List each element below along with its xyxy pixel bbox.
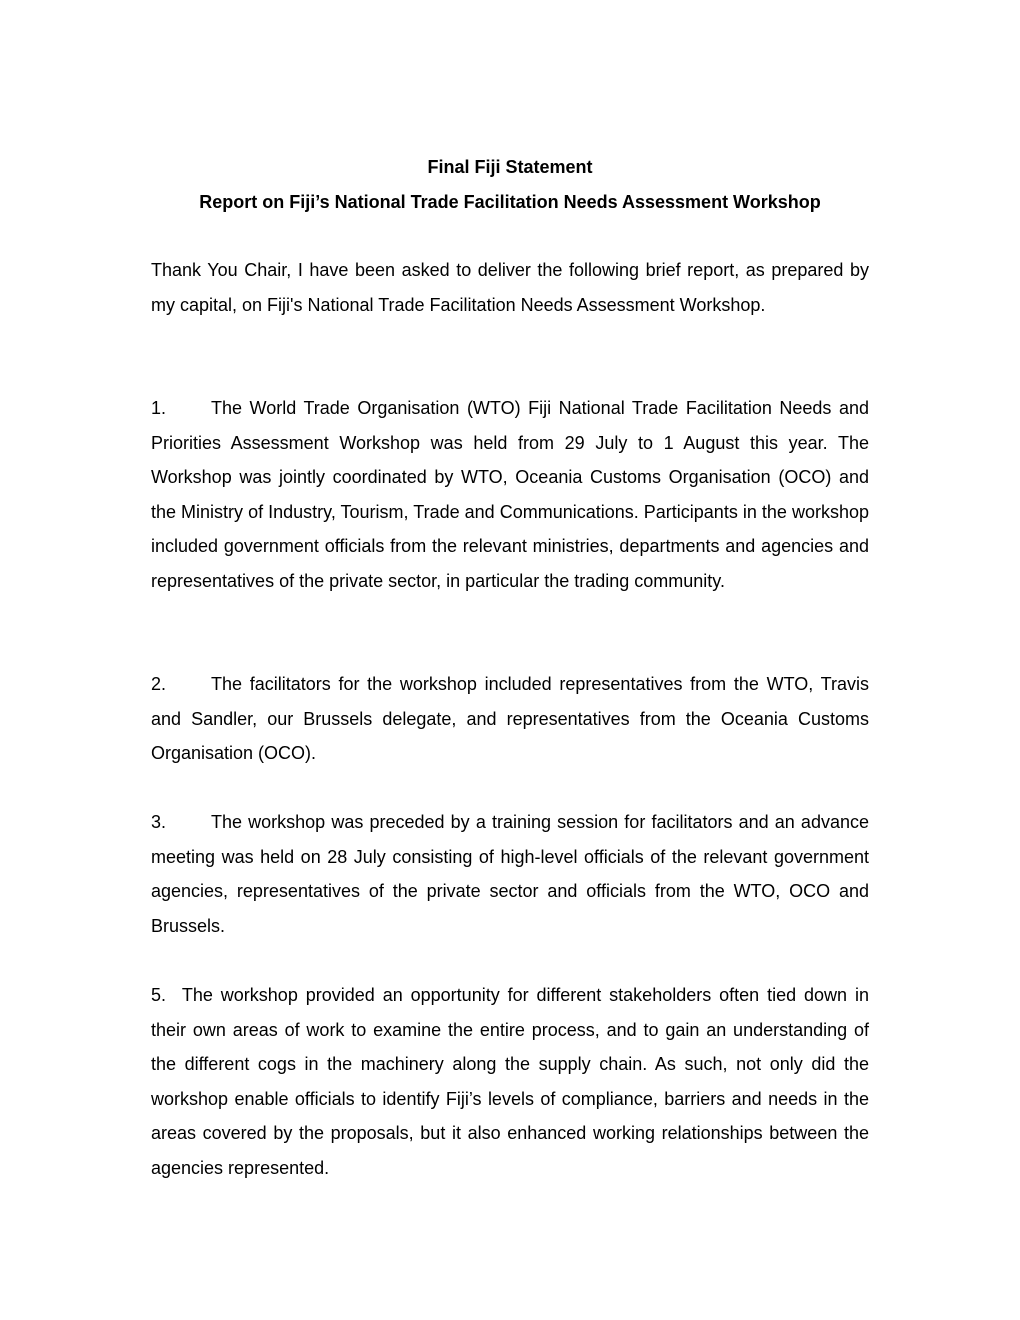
paragraph-number: 3. [151, 812, 167, 832]
document-title: Final Fiji Statement [427, 157, 593, 177]
paragraph-text: The workshop was preceded by a training session for facilitators and an advance meeting was held on 28 July consisting of high-level officials of the relevant government agencies, representatives of the private sector and officials from the WTO, OCO and Brussels. [151, 812, 869, 936]
document-subtitle: Report on Fiji’s National Trade Facilitation Needs Assessment Workshop [199, 192, 821, 212]
paragraph-number: 1. [151, 398, 167, 418]
numbered-paragraph-5 [151, 978, 869, 1185]
numbered-paragraph-2 [151, 667, 869, 771]
paragraph-number: 2. [151, 674, 167, 694]
numbered-paragraph-3 [151, 805, 869, 943]
paragraph-text: The facilitators for the workshop included representatives from the WTO, Travis and Sandler, our Brussels delegate, and representatives from the Oceania Customs Organisation (OCO). [151, 674, 869, 763]
paragraph-text: The World Trade Organisation (WTO) Fiji National Trade Facilitation Needs and Priorities Assessment Workshop was held from 29 July to 1 August this year. The Workshop was jointly coordinated by WTO, Oceania Customs Organisation (OCO) and the Ministry of Industry, Tourism, Trade and Communications. Participants in the workshop included government officials from the relevant ministries, departments and agencies and representatives of the private sector, in particular the trading community. [151, 398, 869, 591]
paragraph-text: The workshop provided an opportunity for different stakeholders often tied down in their own areas of work to examine the entire process, and to gain an understanding of the different cogs in the machinery along the supply chain. As such, not only did the workshop enable officials to identify Fiji’s levels of compliance, barriers and needs in the areas covered by the proposals, but it also enhanced working relationships between the agencies represented. [151, 985, 869, 1178]
paragraph-number: 5. [151, 985, 167, 1005]
numbered-paragraph-1 [151, 391, 869, 598]
intro-paragraph: Thank You Chair, I have been asked to deliver the following brief report, as prepared by my capital, on Fiji's National Trade Facilitation Needs Assessment Workshop. [151, 260, 869, 315]
